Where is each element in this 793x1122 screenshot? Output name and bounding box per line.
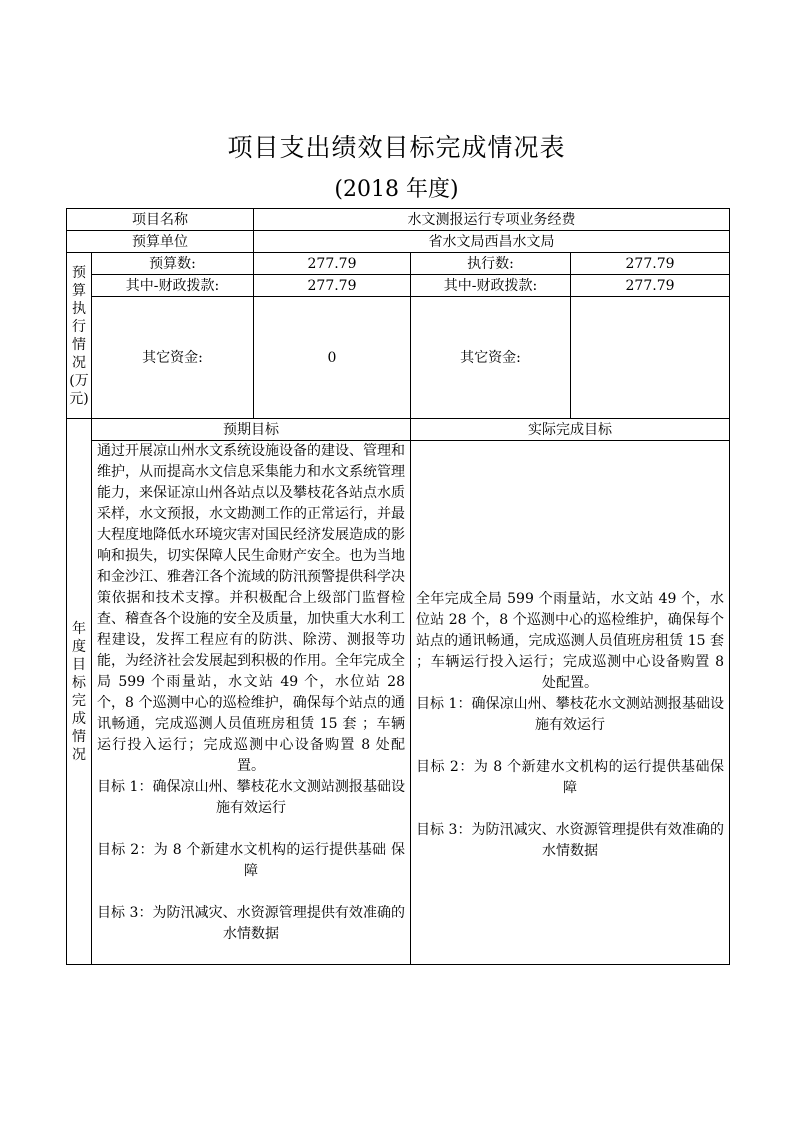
budget-side-char: 况	[72, 354, 86, 371]
execution-other-funds-value	[571, 297, 730, 419]
execution-amount-label: 执行数:	[411, 253, 571, 275]
row-budget-unit	[67, 231, 730, 253]
page-title: 项目支出绩效目标完成情况表	[227, 133, 566, 162]
goal-side-char: 成	[72, 710, 86, 727]
project-name-label: 项目名称	[67, 209, 254, 231]
row-goal-headers	[67, 419, 730, 441]
budget-side-char: 预	[72, 264, 86, 281]
row-budget-amount	[67, 253, 730, 275]
expected-goal-text: 通过开展凉山州水文系统设施设备的建设、管理和维护，从而提高水文信息采集能力和水文系统管理能力，来保证凉山州各站点以及攀枝花各站点水质采样，水文预报，水文勘测工作的正常运行，并最大程度地降低水环境灾害对国民经济发展造成的影响和损失，切实保障人民生命财产安全。也为当地和金沙江、雅砻江各个流域的防汛预警提供科学决策依据和技术支撑。并积极配合上级部门监督检查、稽查各个设施的安全及质量，加快重大水利工程建设，发挥工程应有的防洪、除涝、测报等功能，为经济社会发展起到积极的作用。全年完成全局 599 个雨量站，水文站 49 个，水位站 28 个，8 个巡测中心的巡检维护，确保每个站点的通讯畅通，完成巡测人员值班房租赁 15 套 ；车辆运行投入运行；完成巡测中心设备购置 8 处配置。	[97, 443, 405, 774]
budget-amount-value: 277.79	[254, 253, 411, 275]
budget-side-char: 算	[72, 282, 86, 299]
fiscal-allocation-value: 277.79	[254, 275, 411, 297]
row-fiscal-allocation	[67, 275, 730, 297]
goal-side-char: 完	[72, 692, 86, 709]
budget-execution-side-label	[67, 253, 92, 419]
expected-goal-header: 预期目标	[92, 419, 411, 441]
budget-side-char: (万	[69, 372, 89, 389]
performance-table	[66, 208, 730, 965]
execution-fiscal-value: 277.79	[571, 275, 730, 297]
goal-side-char: 情	[72, 728, 86, 745]
goal-side-char: 年	[72, 620, 86, 637]
other-funds-value: 0	[254, 297, 411, 419]
project-name-value: 水文测报运行专项业务经费	[254, 209, 730, 231]
other-funds-label: 其它资金:	[92, 297, 254, 419]
expected-goal-3: 目标 3：为防汛减灾、水资源管理提供有效准确的水情数据	[97, 905, 405, 942]
annual-goal-side-label	[67, 419, 92, 965]
budget-side-char: 元)	[69, 390, 89, 407]
expected-goal-2: 目标 2：为 8 个新建水文机构的运行提供基础 保障	[97, 842, 405, 879]
row-goal-content	[67, 441, 730, 965]
expected-goal-cell	[92, 441, 411, 965]
row-other-funds	[67, 297, 730, 419]
goal-side-char: 标	[72, 674, 86, 691]
actual-goal-3: 目标 3：为防汛减灾、水资源管理提供有效准确的水情数据	[416, 822, 725, 859]
budget-unit-value: 省水文局西昌水文局	[254, 231, 730, 253]
actual-goal-2: 目标 2：为 8 个新建水文机构的运行提供基础保障	[416, 759, 725, 796]
actual-goal-header: 实际完成目标	[411, 419, 730, 441]
execution-other-funds-label: 其它资金:	[411, 297, 571, 419]
row-project-name	[67, 209, 730, 231]
budget-amount-label: 预算数:	[92, 253, 254, 275]
spacer	[413, 799, 727, 820]
goal-side-char: 目	[72, 656, 86, 673]
spacer	[94, 882, 408, 903]
spacer	[94, 819, 408, 840]
goal-side-char: 度	[72, 638, 86, 655]
actual-goal-text: 全年完成全局 599 个雨量站，水文站 49 个，水位站 28 个，8 个巡测中心的巡检维护，确保每个站点的通讯畅通，完成巡测人员值班房租赁 15 套 ；车辆运行投入运行；完成巡测中心设备购置 8 处配置。	[416, 591, 725, 691]
budget-unit-label: 预算单位	[67, 231, 254, 253]
page-subtitle-year: (2018 年度)	[334, 177, 459, 202]
execution-amount-value: 277.79	[571, 253, 730, 275]
expected-goal-1: 目标 1：确保凉山州、攀枝花水文测站测报基础设施有效运行	[97, 779, 405, 816]
goal-side-char: 况	[72, 746, 86, 763]
spacer	[413, 736, 727, 757]
actual-goal-cell	[411, 441, 730, 965]
fiscal-allocation-label: 其中-财政拨款:	[92, 275, 254, 297]
budget-side-char: 情	[72, 336, 86, 353]
actual-goal-1: 目标 1：确保凉山州、攀枝花水文测站测报基础设施有效运行	[416, 696, 725, 733]
budget-side-char: 执	[72, 300, 86, 317]
execution-fiscal-label: 其中-财政拨款:	[411, 275, 571, 297]
budget-side-char: 行	[72, 318, 86, 335]
